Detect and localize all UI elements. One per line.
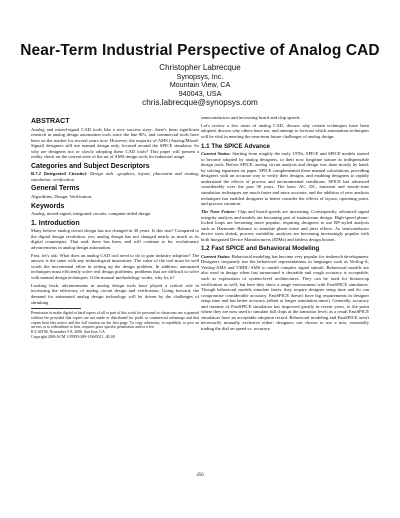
paragraph-text: Chip and board speeds are increasing. Consequently, advanced signal integrity analysis and models are becoming part of mainstream design. High-speed phase-locked loops are becoming more popular, requiring designers to use RF-styled analysis such as Harmonic Balance to simulate phase noise and jitter effects. As semiconductor device sizes shrink, process variability analyses are becoming increasingly popular with both Integrated Device Manufacturers (IDMs) and fabless design houses. <box>201 208 369 242</box>
abstract-heading: ABSTRACT <box>31 118 70 125</box>
lead-in: Current Status: <box>201 253 231 259</box>
footnote-divider <box>31 308 81 309</box>
page-number: 456 <box>196 473 204 478</box>
author-company: Synopsys, Inc. <box>176 71 224 81</box>
body-paragraph <box>201 254 369 332</box>
author-city: Mountain View, CA <box>169 80 231 90</box>
categories-text <box>31 171 199 182</box>
paper-title: Near-Term Industrial Perspective of Analog CAD <box>20 42 380 59</box>
section-heading-fastspice: 1.2 Fast SPICE and Behavioral Modeling <box>201 245 320 253</box>
right-column <box>201 115 369 334</box>
intro-paragraph: Looking back, advancements in analog design tools have played a critical role in increasing the efficiency of analog circuit design and verification. Going forward, the demand for automated analog design technology will be driven by the challenges of shrinking <box>31 282 199 305</box>
keywords-heading: Keywords <box>31 202 65 210</box>
author-block <box>0 64 400 98</box>
paragraph-text: Behavioral modeling has become very popular for testbench development. Designers frequently use the behavioral representations in languages such as Verilog-A, Verilog-AMS and VHDL-AMS to model complex signal stimuli. Behavioral models are also used in design when fast turnaround is desirable and rough accuracy is acceptable, such as exploration of system-level architectures. They can be used for bottom-up verification as well, but here they show a range environment with FastSPICE simulators. Though behavioral models simulate faster, they require designer setup time and do can compromise considerable accuracy. FastSPICE doesn't have big requirements in designer setup time and has better accuracy (albeit at longer simulation times). Generally, accuracy and runtime of FastSPICE simulators has improved greatly in recent years, to the point where they are now used to simulate full chips at the transistor level; as a result FastSPICE simulators have an acceptable adoption record. Behavioral modeling and FastSPICE aren't necessarily mutually exclusive either: designers can choose to use a mix, essentially trading the dial on speed vs. accuracy. <box>201 253 369 331</box>
keywords-text: Analog, mixed-signal, integrated circuits, computer-aided design <box>31 211 151 217</box>
copyright-footnote: Permission to make digital or hard copies of all or part of this work for personal or classroom use is granted without fee provided that copies are not made or distributed for profit or commercial advantage and that copies bear this notice and the full citation on the first page. To copy otherwise, to republish, to post on servers or to redistribute to lists, requires prior specific permission and/or a fee. ICCAD'06, November 5-9, 2006, San Jose, CA Copyright 2006 ACM 1-59593-389-1/06/0011...$5.00 <box>31 311 199 339</box>
body-paragraph <box>201 151 369 206</box>
lead-in: The Near Future: <box>201 208 236 214</box>
general-terms-heading: General Terms <box>31 185 80 193</box>
intro-paragraph: Many believe analog circuit design has not changed in 30 years. Is this true? Compared to the digital design revolution, yes; analog design has not changed nearly as much as its digital counterpart. That said, there has been, and will continue to be, evolutionary advancements in analog design automation. <box>31 228 199 250</box>
paragraph-text: Starting from roughly the early 1970s, SPICE and SPICE models started to become adopted by analog designers, to their now longtime stature as indispensable design tools. Before SPICE, analog circuit analysis and design was done mostly by hand, by solving equations on paper. SPICE complemented these manual calculations, providing designers with an accurate way to verify their designs, and enabling designers to rapidly understand the effects of process and environmental conditions. SPICE has advanced considerably over the past 30 years. The basic AC, DC, transient and steady-state simulation techniques are much faster and more accurate, and the addition of new analysis techniques has enabled designers to better consider the effects of layout, operating point, and process variation. <box>201 151 369 207</box>
lead-in: Current Status: <box>201 151 231 157</box>
abstract-text: Analog and mixed-signal CAD tools like a nice success story: there's been significant research in analog design automation tools since the late 80's, and commercial tools have been on the market for several years now. However, the majority of AMS (Analog/Mixed-Signal) designers still use manual design only, focused around the SPICE simulator. So why are designers not or slowly adopting these CAD tools? This paper will present a reality check on the current state of the art of AMS design tools for industrial usage. <box>31 126 199 160</box>
body-paragraph: semiconductors and increasing board and chip speeds. <box>201 115 301 120</box>
categories-desc: Design aids –graphics, layout, placement and routing, simulation, verification <box>31 171 200 182</box>
intro-paragraph: First, let's ask: What does an analog CAD tool need to do to gain industry adoption? The answer is the same with any technological innovation: The value of the tool must be well worth the incremental effort in setting up the design problem. In addition, automated techniques must efficiently solve real design problems, problems that are difficult to solve with manual design techniques. If the manual methodology works, why fix it? <box>31 252 199 280</box>
section-heading-spice: 1.1 The SPICE Advance <box>201 142 270 150</box>
general-terms-text: Algorithms, Design, Verification. <box>31 194 93 200</box>
author-name: Christopher Labrecque <box>159 63 241 72</box>
author-email[interactable]: chris.labrecque@synopsys.com <box>142 98 258 107</box>
left-column <box>31 115 199 339</box>
intro-heading: 1. Introduction <box>31 219 80 227</box>
categories-code: B.7.2 [Integrated Circuits]: <box>31 171 88 177</box>
categories-heading: Categories and Subject Descriptors <box>31 162 150 170</box>
body-paragraph <box>201 209 369 242</box>
author-zip: 940043, USA <box>178 88 222 98</box>
body-paragraph: Let's review a few areas of analog CAD, discuss why certain techniques have been adopted, discuss why others have not, and attempt to forecast which automation techniques will be vital in meeting the near-term future challenges of analog design. <box>201 122 369 140</box>
